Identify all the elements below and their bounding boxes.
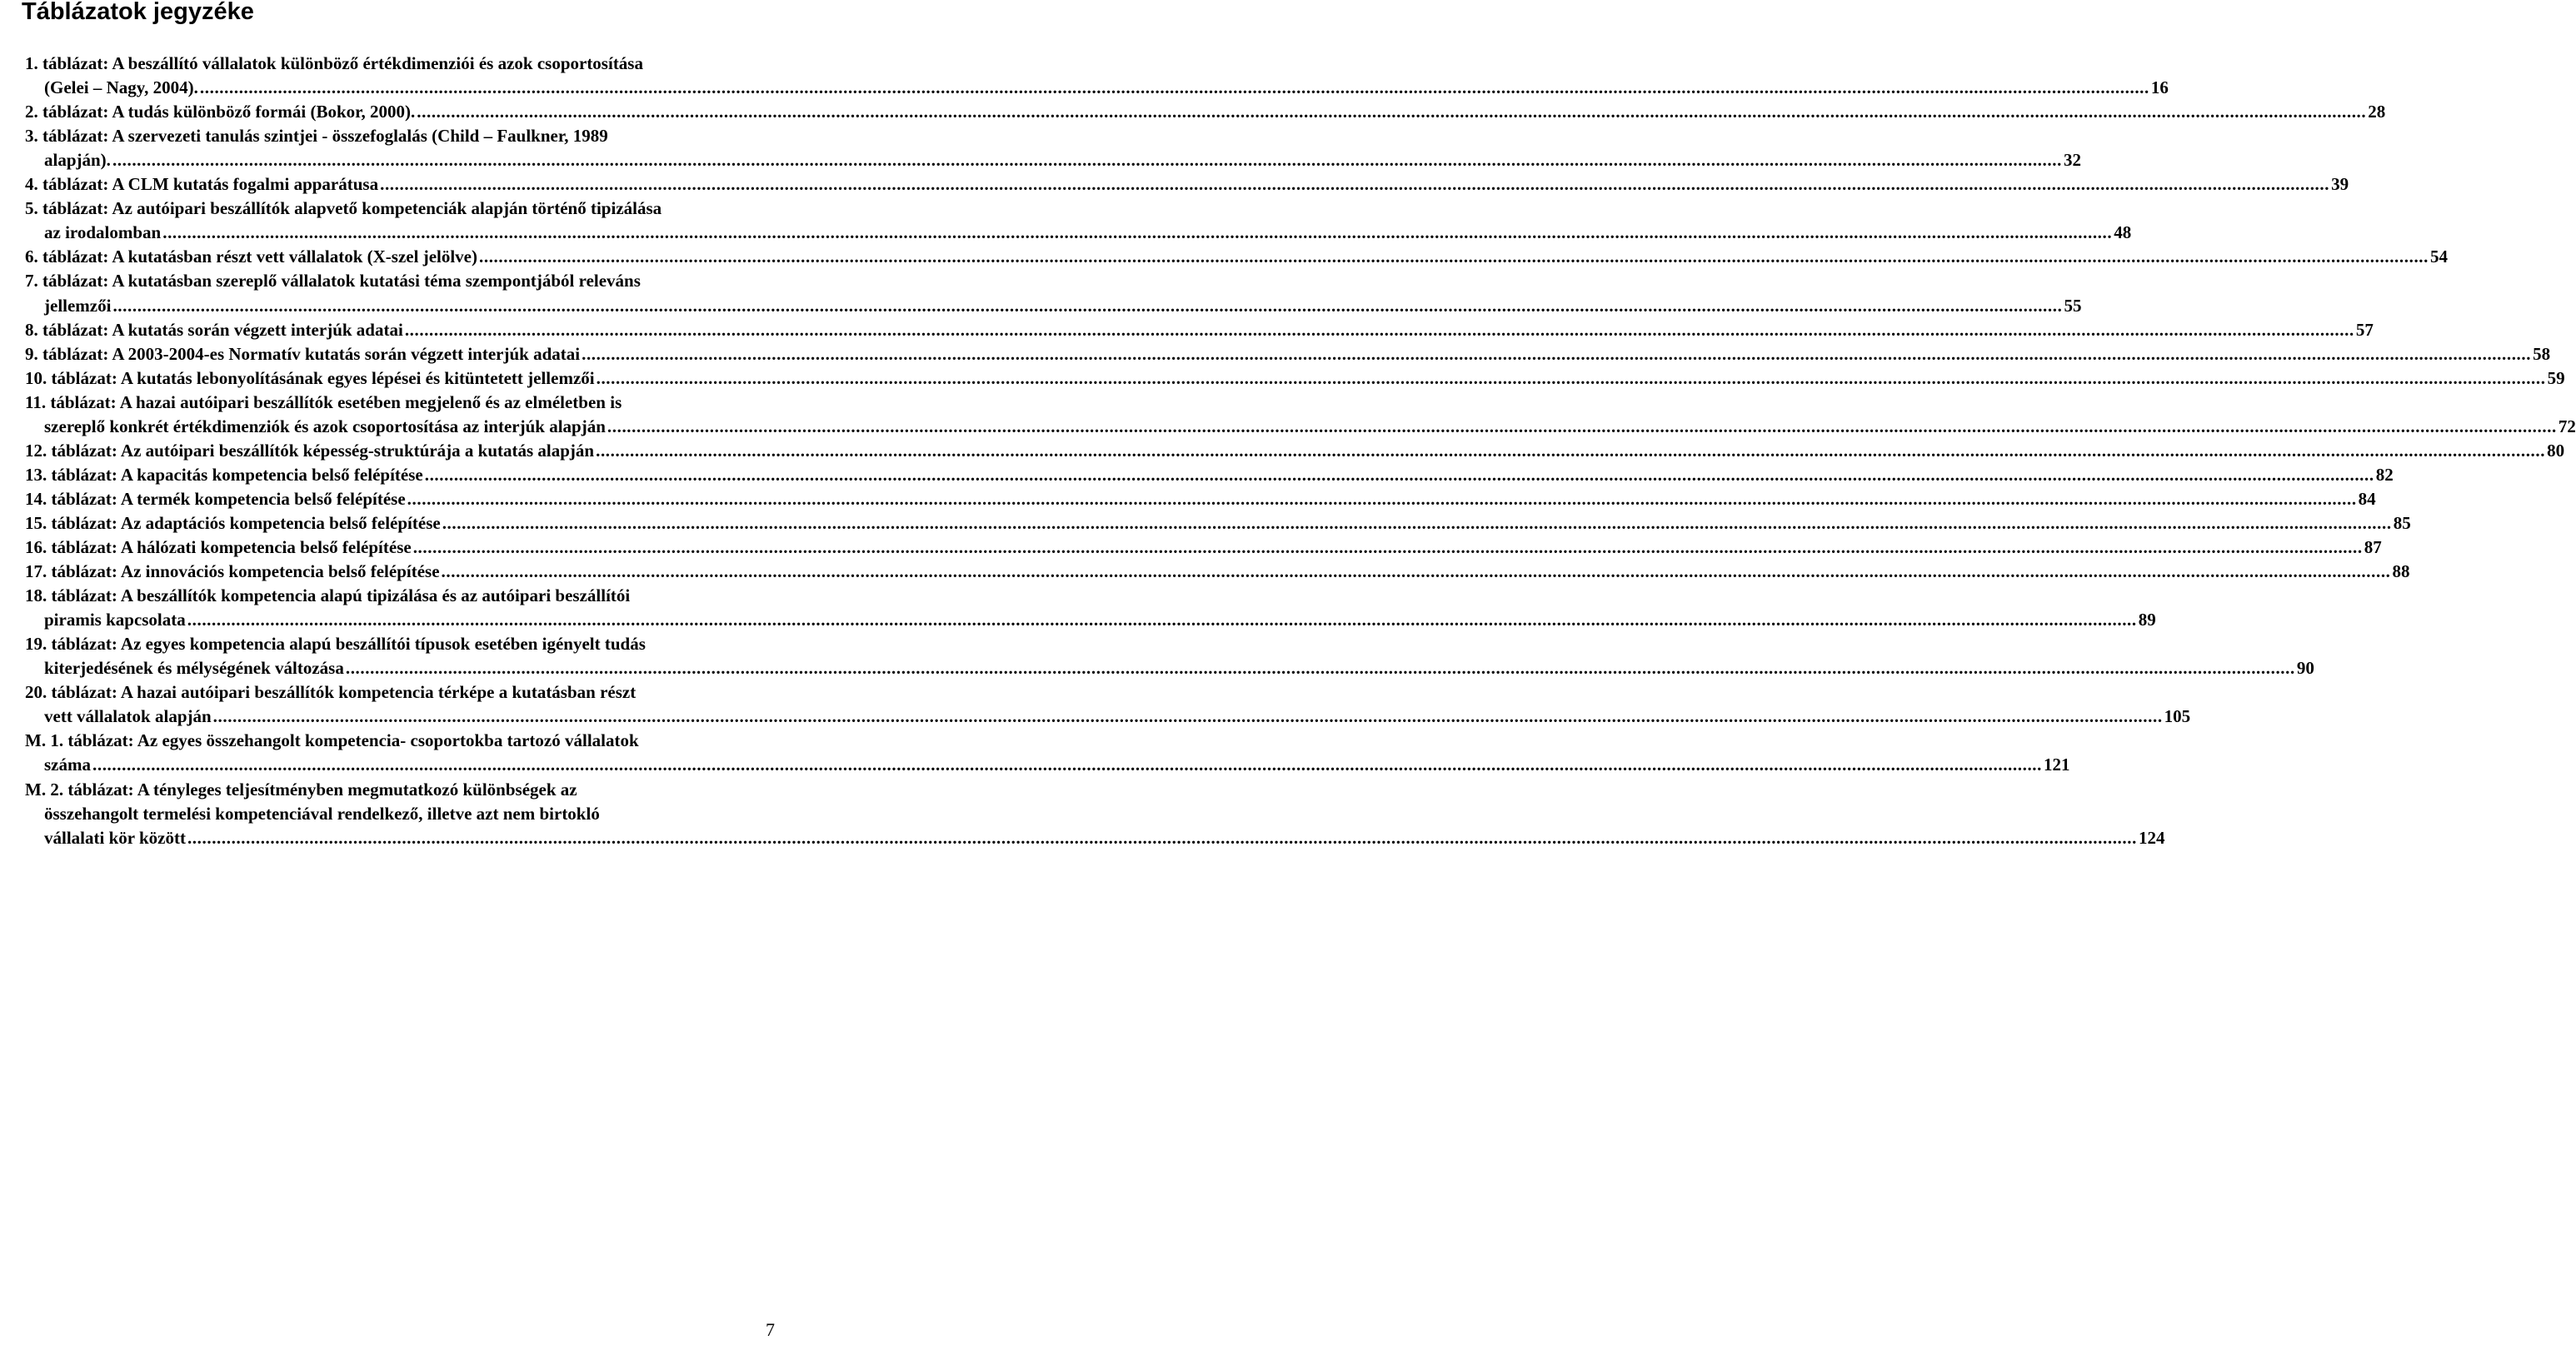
toc-entry-page: 57 bbox=[2355, 319, 2374, 340]
toc-leader-dots: ................................................................................................................................................................................................................................................................................................................................................................................................................ bbox=[407, 488, 2357, 509]
toc-entry-page: 124 bbox=[2138, 827, 2165, 848]
toc-entry-line[interactable] bbox=[44, 415, 2576, 438]
toc-entry-line[interactable] bbox=[25, 463, 2394, 486]
toc-leader-dots: ................................................................................................................................................................................................................................................................................................................................................................................................................ bbox=[596, 367, 2546, 388]
toc-entry-line[interactable] bbox=[25, 511, 2411, 535]
toc-entry-line[interactable] bbox=[25, 487, 2376, 511]
toc-entry-line[interactable] bbox=[44, 802, 771, 825]
toc-entry-page: 28 bbox=[2368, 102, 2386, 122]
toc-leader-dots: ................................................................................................................................................................................................................................................................................................................................................................................................................ bbox=[92, 755, 2042, 775]
toc-entry-text: 9. táblázat: A 2003-2004-es Normatív kutatás során végzett interjúk adatai bbox=[25, 343, 581, 364]
toc-entry-line[interactable] bbox=[25, 245, 2448, 268]
toc-entry-text: 5. táblázat: Az autóipari beszállítók alapvető kompetenciák alapján történő tipizálása bbox=[25, 198, 662, 219]
toc-entry-text: 4. táblázat: A CLM kutatás fogalmi apparátusa bbox=[25, 174, 379, 195]
toc-entry-page: 121 bbox=[2044, 755, 2070, 775]
toc-entry-line[interactable] bbox=[25, 100, 2386, 123]
toc-entry-text: kiterjedésének és mélységének változása bbox=[44, 658, 344, 679]
toc-entry-line[interactable] bbox=[25, 391, 771, 414]
toc-leader-dots: ................................................................................................................................................................................................................................................................................................................................................................................................................ bbox=[112, 295, 2063, 316]
toc-entry-page: 85 bbox=[2393, 512, 2411, 533]
toc-entry-text: 17. táblázat: Az innovációs kompetencia belső felépítése bbox=[25, 561, 440, 582]
toc-entry-line[interactable] bbox=[25, 269, 771, 292]
toc-leader-dots: ................................................................................................................................................................................................................................................................................................................................................................................................................ bbox=[345, 658, 2295, 679]
toc-entry-text: 11. táblázat: A hazai autóipari beszállítók esetében megjelenő és az elméletben is bbox=[25, 391, 622, 412]
toc-entry-line[interactable] bbox=[25, 52, 771, 75]
toc-entry-line[interactable] bbox=[25, 366, 2565, 390]
toc-entry-text: 12. táblázat: Az autóipari beszállítók képesség-struktúrája a kutatás alapján bbox=[25, 440, 595, 461]
page-title: Táblázatok jegyzéke bbox=[22, 0, 254, 25]
toc-entry-text: az irodalomban bbox=[44, 222, 162, 243]
toc-leader-dots: ................................................................................................................................................................................................................................................................................................................................................................................................................ bbox=[187, 827, 2137, 848]
toc-entry-line[interactable] bbox=[25, 439, 2565, 462]
toc-leader-dots: ................................................................................................................................................................................................................................................................................................................................................................................................................ bbox=[417, 102, 2367, 122]
toc-entry-page: 84 bbox=[2358, 488, 2376, 509]
toc-entry-text: alapján). bbox=[44, 150, 111, 171]
toc-entry-page: 88 bbox=[2392, 561, 2410, 582]
toc-entry-line[interactable] bbox=[25, 197, 771, 220]
toc-entry-text: 18. táblázat: A beszállítók kompetencia alapú tipizálása és az autóipari beszállítói bbox=[25, 585, 631, 606]
toc-leader-dots: ................................................................................................................................................................................................................................................................................................................................................................................................................ bbox=[442, 512, 2392, 533]
toc-entry-line[interactable] bbox=[44, 294, 2082, 317]
toc-entry-line[interactable] bbox=[25, 778, 771, 801]
toc-leader-dots: ................................................................................................................................................................................................................................................................................................................................................................................................................ bbox=[412, 537, 2363, 557]
toc-entry-line[interactable] bbox=[44, 76, 2169, 99]
toc-entry-page: 59 bbox=[2547, 367, 2565, 388]
toc-entry-text: 1. táblázat: A beszállító vállalatok különböző értékdimenziói és azok csoportosítása bbox=[25, 53, 643, 73]
toc-entry-text: vállalati kör között bbox=[44, 827, 186, 848]
toc-entry-line[interactable] bbox=[25, 172, 2349, 196]
toc-entry-line[interactable] bbox=[25, 124, 771, 147]
toc-entry-line[interactable] bbox=[25, 680, 771, 704]
toc-entry-line[interactable] bbox=[44, 656, 2314, 680]
toc-entry-text: 10. táblázat: A kutatás lebonyolításának egyes lépései és kitüntetett jellemzői bbox=[25, 367, 595, 388]
toc-entry-page: 48 bbox=[2114, 222, 2132, 243]
toc-leader-dots: ................................................................................................................................................................................................................................................................................................................................................................................................................ bbox=[212, 706, 2163, 727]
toc-entry-text: 15. táblázat: Az adaptációs kompetencia belső felépítése bbox=[25, 512, 441, 533]
page-number: 7 bbox=[766, 1319, 775, 1340]
toc-leader-dots: ................................................................................................................................................................................................................................................................................................................................................................................................................ bbox=[596, 440, 2546, 461]
toc-entry-text: vett vállalatok alapján bbox=[44, 706, 212, 727]
toc-entry-page: 87 bbox=[2364, 537, 2382, 557]
toc-entry-text: 16. táblázat: A hálózati kompetencia belső felépítése bbox=[25, 537, 412, 557]
toc-leader-dots: ................................................................................................................................................................................................................................................................................................................................................................................................................ bbox=[380, 174, 2330, 195]
toc-entry-text: összehangolt termelési kompetenciával rendelkező, illetve azt nem birtokló bbox=[44, 803, 600, 824]
toc-entry-text: M. 1. táblázat: Az egyes összehangolt kompetencia- csoportokba tartozó vállalatok bbox=[25, 730, 639, 751]
toc-entry-text: szereplő konkrét értékdimenziók és azok csoportosítása az interjúk alapján bbox=[44, 416, 606, 436]
toc-entry-line[interactable] bbox=[44, 753, 2070, 776]
toc-entry-text: 13. táblázat: A kapacitás kompetencia belső felépítése bbox=[25, 464, 423, 485]
toc-entry-text: 2. táblázat: A tudás különböző formái (Bokor, 2000). bbox=[25, 102, 416, 122]
toc-leader-dots: ................................................................................................................................................................................................................................................................................................................................................................................................................ bbox=[112, 150, 2062, 171]
toc-entry-text: (Gelei – Nagy, 2004). bbox=[44, 77, 198, 98]
toc-entry-text: 14. táblázat: A termék kompetencia belső felépítése bbox=[25, 488, 406, 509]
toc-entry-page: 72 bbox=[2558, 416, 2576, 436]
toc-entry-text: M. 2. táblázat: A tényleges teljesítményben megmutatkozó különbségek az bbox=[25, 779, 577, 800]
toc-entry-page: 105 bbox=[2164, 706, 2191, 727]
toc-leader-dots: ................................................................................................................................................................................................................................................................................................................................................................................................................ bbox=[479, 247, 2429, 267]
toc-leader-dots: ................................................................................................................................................................................................................................................................................................................................................................................................................ bbox=[582, 343, 2532, 364]
toc-entry-text: 20. táblázat: A hazai autóipari beszállítók kompetencia térképe a kutatásban részt bbox=[25, 682, 637, 703]
toc-entry-text: 3. táblázat: A szervezeti tanulás szintjei - összefoglalás (Child – Faulkner, 1989 bbox=[25, 126, 608, 147]
toc-entry-line[interactable] bbox=[25, 318, 2374, 341]
toc-entry-line[interactable] bbox=[44, 608, 2156, 631]
toc-entry-text: száma bbox=[44, 755, 91, 775]
toc-entry-page: 16 bbox=[2150, 77, 2169, 98]
toc-leader-dots: ................................................................................................................................................................................................................................................................................................................................................................................................................ bbox=[199, 77, 2149, 98]
toc-entry-line[interactable] bbox=[25, 560, 2410, 583]
toc-leader-dots: ................................................................................................................................................................................................................................................................................................................................................................................................................ bbox=[607, 416, 2557, 436]
toc-entry-line[interactable] bbox=[25, 632, 771, 655]
toc-leader-dots: ................................................................................................................................................................................................................................................................................................................................................................................................................ bbox=[424, 464, 2374, 485]
toc-entry-page: 89 bbox=[2138, 610, 2156, 630]
toc-entry-line[interactable] bbox=[25, 536, 2382, 559]
toc-entry-page: 55 bbox=[2064, 295, 2082, 316]
toc-leader-dots: ................................................................................................................................................................................................................................................................................................................................................................................................................ bbox=[441, 561, 2391, 582]
toc-entry-text: piramis kapcsolata bbox=[44, 610, 186, 630]
toc-leader-dots: ................................................................................................................................................................................................................................................................................................................................................................................................................ bbox=[404, 319, 2354, 340]
toc-entry-line[interactable] bbox=[44, 705, 2191, 728]
toc-entry-text: 7. táblázat: A kutatásban szereplő vállalatok kutatási téma szempontjából releváns bbox=[25, 271, 641, 291]
toc-entry-line[interactable] bbox=[44, 221, 2132, 244]
toc-entry-text: 6. táblázat: A kutatásban részt vett vállalatok (X-szel jelölve) bbox=[25, 247, 477, 267]
toc-entry-page: 32 bbox=[2063, 150, 2081, 171]
toc-entry-page: 82 bbox=[2375, 464, 2394, 485]
toc-entry-page: 58 bbox=[2533, 343, 2551, 364]
toc-leader-dots: ................................................................................................................................................................................................................................................................................................................................................................................................................ bbox=[162, 222, 2113, 243]
toc-entry-page: 54 bbox=[2430, 247, 2448, 267]
toc-entry-text: 19. táblázat: Az egyes kompetencia alapú beszállítói típusok esetében igényelt tudás bbox=[25, 634, 646, 655]
toc-entry-line[interactable] bbox=[25, 342, 2551, 366]
toc-leader-dots: ................................................................................................................................................................................................................................................................................................................................................................................................................ bbox=[187, 610, 2137, 630]
toc-entry-line[interactable] bbox=[44, 148, 2081, 172]
toc-entry-page: 90 bbox=[2296, 658, 2314, 679]
toc-entry-line[interactable] bbox=[25, 584, 771, 607]
toc-entry-page: 39 bbox=[2331, 174, 2349, 195]
toc-entry-text: jellemzői bbox=[44, 295, 112, 316]
toc-entry-line[interactable] bbox=[25, 729, 771, 752]
toc-entry-line[interactable] bbox=[44, 826, 2165, 849]
toc-entry-text: 8. táblázat: A kutatás során végzett interjúk adatai bbox=[25, 319, 403, 340]
toc-entry-page: 80 bbox=[2547, 440, 2565, 461]
